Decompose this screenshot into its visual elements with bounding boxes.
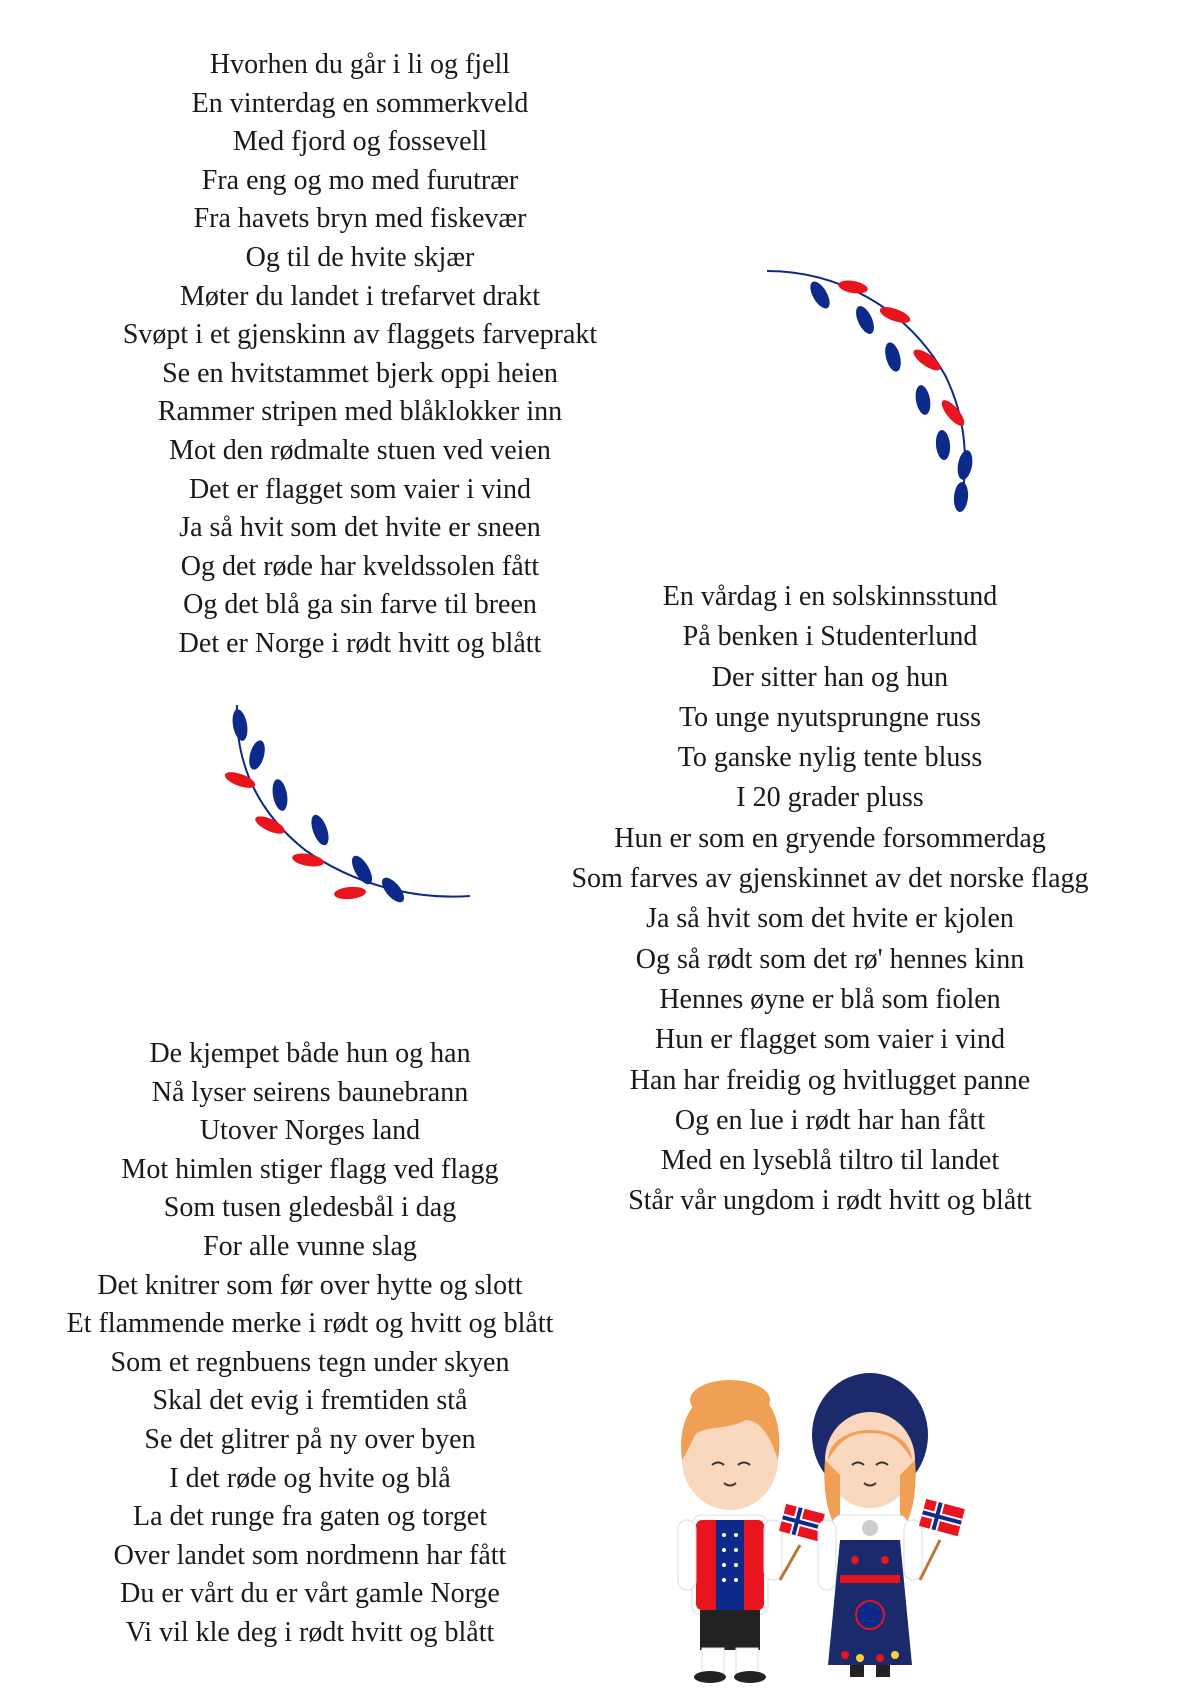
verse-line: I 20 grader pluss: [736, 782, 924, 814]
verse-1: [60, 46, 660, 664]
verse-line: Som tusen gledesbål i dag: [163, 1192, 457, 1224]
verse-line: De kjempet både hun og han: [149, 1038, 471, 1069]
verse-line: Vi vil kle deg i rødt hvitt og blått: [125, 1616, 495, 1648]
verse-line: Hvorhen du går i li og fjell: [209, 49, 511, 80]
verse-line: Svøpt i et gjenskinn av flaggets farveprakt: [122, 319, 598, 351]
verse-line: Møter du landet i trefarvet drakt: [180, 280, 540, 312]
verse-line: Der sitter han og hun: [711, 661, 949, 693]
verse-line: Rammer stripen med blåklokker inn: [157, 396, 563, 428]
verse-line: Og til de hvite skjær: [245, 241, 475, 273]
verse-line: Mot den rødmalte stuen ved veien: [169, 434, 551, 466]
verse-line: Skal det evig i fremtiden stå: [152, 1385, 468, 1417]
verse-line: Det er Norge i rødt hvitt og blått: [178, 627, 542, 659]
verse-line: Mot himlen stiger flagg ved flagg: [121, 1153, 499, 1185]
verse-line: Fra eng og mo med furutrær: [201, 164, 519, 196]
verse-line: For alle vunne slag: [203, 1230, 417, 1262]
verse-line: Og så rødt som det rø' hennes kinn: [635, 943, 1025, 975]
verse-line: Med fjord og fossevell: [232, 126, 488, 158]
verse-line: Og det blå ga sin farve til breen: [183, 589, 537, 621]
verse-line: På benken i Studenterlund: [682, 621, 978, 653]
verse-2: [530, 577, 1130, 1222]
verse-line: La det runge fra gaten og torget: [132, 1501, 487, 1533]
verse-line: Det knitrer som før over hytte og slott: [97, 1269, 523, 1301]
verse-line: To ganske nylig tente bluss: [677, 742, 983, 774]
verse-line: En vinterdag en sommerkveld: [191, 87, 529, 119]
verse-line: I det røde og hvite og blå: [169, 1462, 451, 1494]
children-illustration: [650, 1365, 1050, 1685]
verse-line: Ja så hvit som det hvite er sneen: [179, 512, 541, 544]
verse-line: En vårdag i en solskinnsstund: [662, 581, 998, 612]
verse-line: Fra havets bryn med fiskevær: [193, 203, 527, 235]
verse-line: To unge nyutsprungne russ: [678, 701, 982, 733]
girl-figure: [812, 1373, 965, 1677]
verse-line: Se en hvitstammet bjerk oppi heien: [162, 357, 558, 389]
verse-line: Hun er som en gryende forsommerdag: [614, 822, 1046, 854]
verse-line: Et flammende merke i rødt og hvitt og blått: [66, 1308, 554, 1340]
verse-line: Han har freidig og hvitlugget panne: [629, 1064, 1031, 1096]
boy-figure: [678, 1380, 825, 1683]
verse-line: Du er vårt du er vårt gamle Norge: [120, 1578, 500, 1610]
verse-line: Over landet som nordmenn har fått: [113, 1539, 507, 1571]
verse-3: [10, 1035, 610, 1653]
verse-line: Står vår ungdom i rødt hvitt og blått: [628, 1185, 1032, 1217]
verse-line: Utover Norges land: [199, 1115, 421, 1147]
verse-line: Det er flagget som vaier i vind: [188, 473, 532, 505]
verse-line: Og det røde har kveldssolen fått: [180, 550, 540, 582]
verse-line: Og en lue i rødt har han fått: [674, 1104, 986, 1136]
leaf-branch-icon: [215, 700, 475, 920]
verse-line: Hun er flagget som vaier i vind: [655, 1024, 1005, 1056]
leaf-branch-icon: [765, 265, 995, 515]
verse-line: Nå lyser seirens baunebrann: [151, 1076, 469, 1108]
verse-line: Hennes øyne er blå som fiolen: [659, 983, 1001, 1015]
verse-line: Som farves av gjenskinnet av det norske flagg: [571, 863, 1089, 895]
verse-line: Ja så hvit som det hvite er kjolen: [646, 903, 1014, 935]
verse-line: Med en lyseblå tiltro til landet: [660, 1145, 1000, 1177]
verse-line: Se det glitrer på ny over byen: [144, 1423, 476, 1455]
verse-line: Som et regnbuens tegn under skyen: [110, 1346, 510, 1378]
